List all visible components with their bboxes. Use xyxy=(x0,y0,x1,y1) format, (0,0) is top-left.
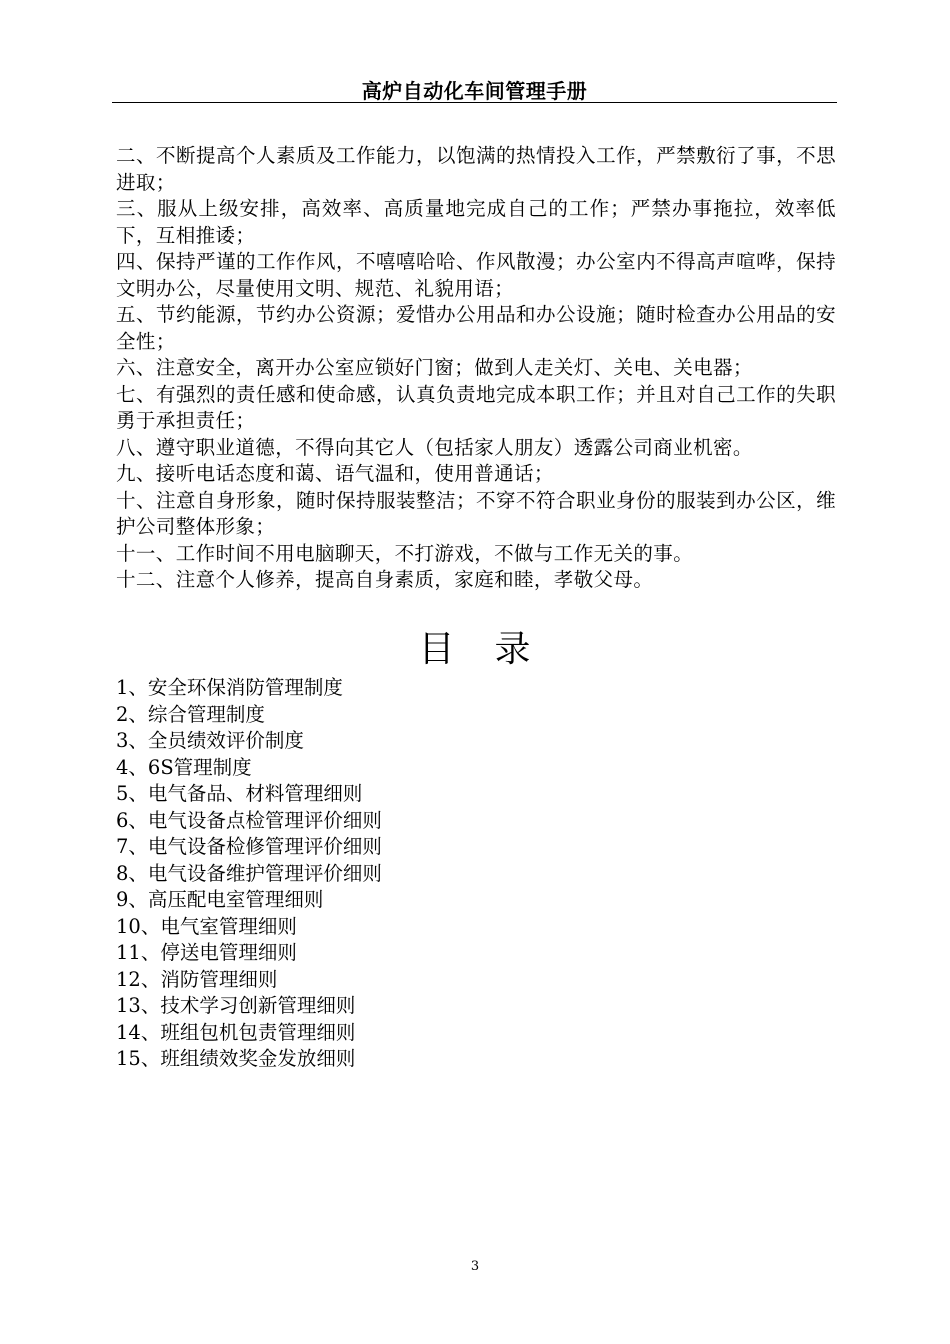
rule-item: 九、接听电话态度和蔼、语气温和，使用普通话； xyxy=(116,462,554,485)
rule-item: 八、遵守职业道德，不得向其它人（包括家人朋友）透露公司商业机密。 xyxy=(116,435,753,459)
toc-item: 2、综合管理制度 xyxy=(116,702,265,726)
header-divider xyxy=(112,102,837,103)
rule-item: 二、不断提高个人素质及工作能力，以饱满的热情投入工作，严禁敷衍了事，不思进取； xyxy=(116,144,836,194)
toc-item: 12、消防管理细则 xyxy=(116,967,278,991)
rule-item: 十、注意自身形象，随时保持服装整洁；不穿不符合职业身份的服装到办公区，维护公司整体形象； xyxy=(116,488,836,538)
toc-item: 10、电气室管理细则 xyxy=(116,914,297,938)
rule-item: 六、注意安全，离开办公室应锁好门窗；做到人走关灯、关电、关电器； xyxy=(116,356,753,379)
toc-item: 6、电气设备点检管理评价细则 xyxy=(116,808,382,832)
toc-item: 11、停送电管理细则 xyxy=(116,941,297,964)
toc-item: 9、高压配电室管理细则 xyxy=(116,888,324,911)
toc-item: 3、全员绩效评价制度 xyxy=(116,729,304,752)
rule-item: 五、节约能源，节约办公资源；爱惜办公用品和办公设施；随时检查办公用品的安全性； xyxy=(116,303,836,353)
toc-item: 5、电气备品、材料管理细则 xyxy=(116,782,363,805)
rule-item: 十一、工作时间不用电脑聊天，不打游戏，不做与工作无关的事。 xyxy=(116,541,694,565)
rules-section xyxy=(116,143,836,594)
toc-list xyxy=(116,675,836,1073)
toc-item: 4、6S管理制度 xyxy=(116,755,252,779)
rule-item: 七、有强烈的责任感和使命感，认真负责地完成本职工作；并且对自己工作的失职勇于承担责任； xyxy=(116,382,836,432)
toc-heading: 目录 xyxy=(418,629,571,670)
page-number: 3 xyxy=(470,1259,480,1274)
toc-item: 15、班组绩效奖金发放细则 xyxy=(116,1047,356,1070)
rule-item: 十二、注意个人修养，提高自身素质，家庭和睦，孝敬父母。 xyxy=(116,568,654,591)
rule-item: 三、服从上级安排，高效率、高质量地完成自己的工作；严禁办事拖拉，效率低下，互相推诿； xyxy=(116,197,836,247)
toc-item: 1、安全环保消防管理制度 xyxy=(116,676,343,699)
toc-item: 14、班组包机包责管理细则 xyxy=(116,1020,356,1044)
running-header-title: 高炉自动化车间管理手册 xyxy=(361,79,588,103)
toc-item: 8、电气设备维护管理评价细则 xyxy=(116,861,382,885)
toc-item: 13、技术学习创新管理细则 xyxy=(116,994,356,1017)
toc-item: 7、电气设备检修管理评价细则 xyxy=(116,835,382,858)
rule-item: 四、保持严谨的工作作风，不嘻嘻哈哈、作风散漫；办公室内不得高声喧哗，保持文明办公，尽量使用文明、规范、礼貌用语； xyxy=(116,250,836,300)
